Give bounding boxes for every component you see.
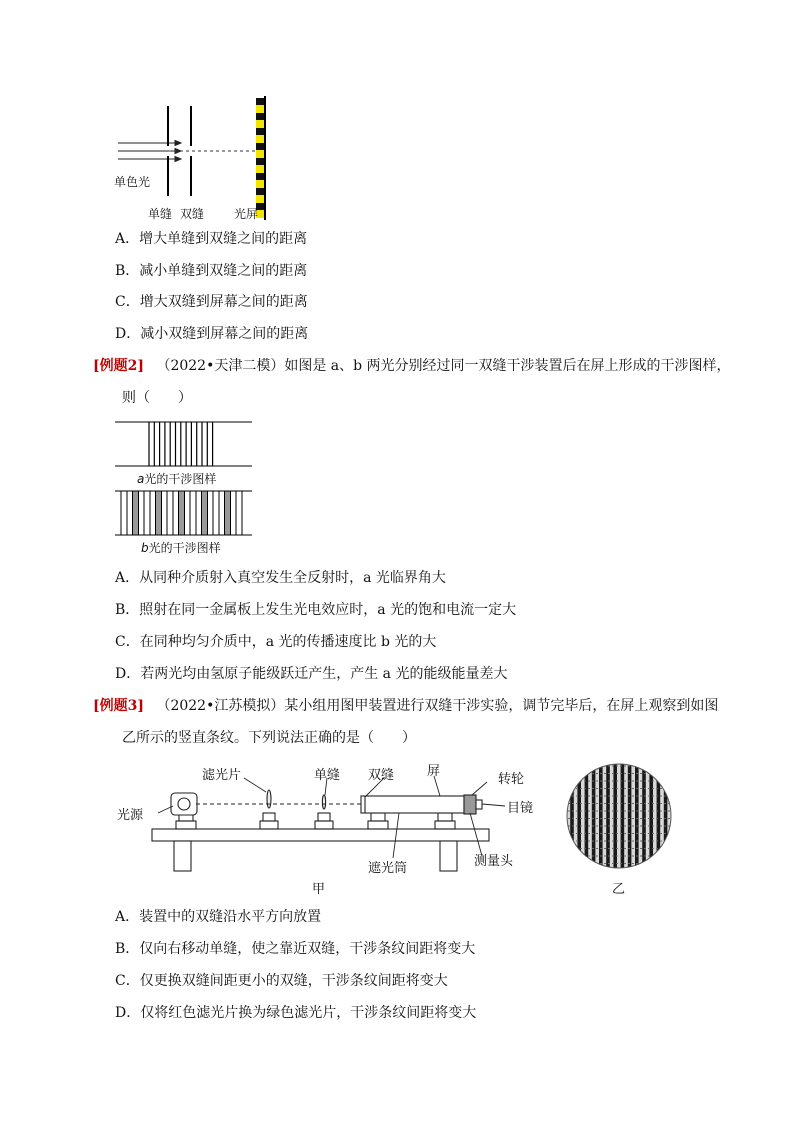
eyepiece-fringe xyxy=(635,760,639,872)
eyepiece-fringe xyxy=(657,760,661,872)
eyepiece-fringe xyxy=(563,760,567,872)
eyepiece-fringe xyxy=(642,760,646,872)
eyepiece-fringe xyxy=(599,760,603,872)
q2-option-d[interactable]: D．若两光均由氢原子能级跃迁产生，产生 a 光的能级能量差大 xyxy=(115,666,508,682)
eyepiece-fringe xyxy=(606,760,610,872)
label-double-slit-jia: 双缝 xyxy=(368,768,395,783)
caption-b-symbol: b xyxy=(141,541,149,555)
label-measuring-head: 测量头 xyxy=(474,854,514,869)
label-monochromatic-light: 单色光 xyxy=(114,175,151,189)
label-light-screen: 光屏 xyxy=(234,207,259,221)
label-single-slit-jia: 单缝 xyxy=(314,768,341,783)
label-double-slit: 双缝 xyxy=(180,207,205,221)
q2-option-b[interactable]: B．照射在同一金属板上发生光电效应时，a 光的饱和电流一定大 xyxy=(115,602,517,618)
q1-option-c[interactable]: C．增大双缝到屏幕之间的距离 xyxy=(115,294,308,310)
label-fig-yi: 乙 xyxy=(612,882,626,897)
q3-tag: [例题3] xyxy=(93,698,144,714)
eyepiece-fringe xyxy=(628,760,632,872)
q3-stem-line2: 乙所示的竖直条纹。下列说法正确的是（ ） xyxy=(122,730,416,746)
q1-option-b[interactable]: B．减小单缝到双缝之间的距离 xyxy=(115,263,308,279)
q3-option-d[interactable]: D．仅将红色滤光片换为绿色滤光片，干涉条纹间距将变大 xyxy=(115,1005,477,1021)
eyepiece-fringe xyxy=(570,760,574,872)
label-light-source: 光源 xyxy=(117,808,144,823)
q3-option-c[interactable]: C．仅更换双缝间距更小的双缝，干涉条纹间距将变大 xyxy=(115,973,448,989)
eyepiece-fringe xyxy=(671,760,675,872)
label-eyepiece: 目镜 xyxy=(507,801,534,816)
label-single-slit: 单缝 xyxy=(148,207,173,221)
q3-stem-text: （2022•江苏模拟）某小组用图甲装置进行双缝干涉实验，调节完毕后，在屏上观察到如图 xyxy=(156,698,719,714)
eyepiece-fringe xyxy=(592,760,596,872)
label-filter: 滤光片 xyxy=(202,768,242,783)
label-wheel: 转轮 xyxy=(498,772,525,787)
q2-stem-line2: 则（ ） xyxy=(122,390,192,406)
label-tube: 遮光筒 xyxy=(368,861,408,876)
label-screen-jia: 屏 xyxy=(427,764,441,779)
q3-option-a[interactable]: A．装置中的双缝沿水平方向放置 xyxy=(115,909,322,925)
q3-option-b[interactable]: B．仅向右移动单缝，使之靠近双缝，干涉条纹间距将变大 xyxy=(115,941,476,957)
caption-a-text: 光的干涉图样 xyxy=(144,472,217,486)
q2-option-a[interactable]: A．从同种介质射入真空发生全反射时，a 光临界角大 xyxy=(115,570,446,586)
label-fig-jia: 甲 xyxy=(312,882,326,897)
caption-b-text: 光的干涉图样 xyxy=(148,541,221,555)
q1-option-d[interactable]: D．减小双缝到屏幕之间的距离 xyxy=(115,326,309,342)
eyepiece-fringe xyxy=(613,760,617,872)
q2-option-c[interactable]: C．在同种均匀介质中，a 光的传播速度比 b 光的大 xyxy=(115,634,437,650)
eyepiece-fringe xyxy=(621,760,625,872)
eyepiece-fringe xyxy=(577,760,581,872)
q2-stem-text: （2022•天津二模）如图是 a、b 两光分别经过同一双缝干涉装置后在屏上形成的干涉图样， xyxy=(156,358,731,374)
eyepiece-fringe xyxy=(664,760,668,872)
q2-tag: [例题2] xyxy=(93,358,144,374)
q1-option-a[interactable]: A．增大单缝到双缝之间的距离 xyxy=(115,231,308,247)
caption-a-symbol: a xyxy=(137,472,145,486)
